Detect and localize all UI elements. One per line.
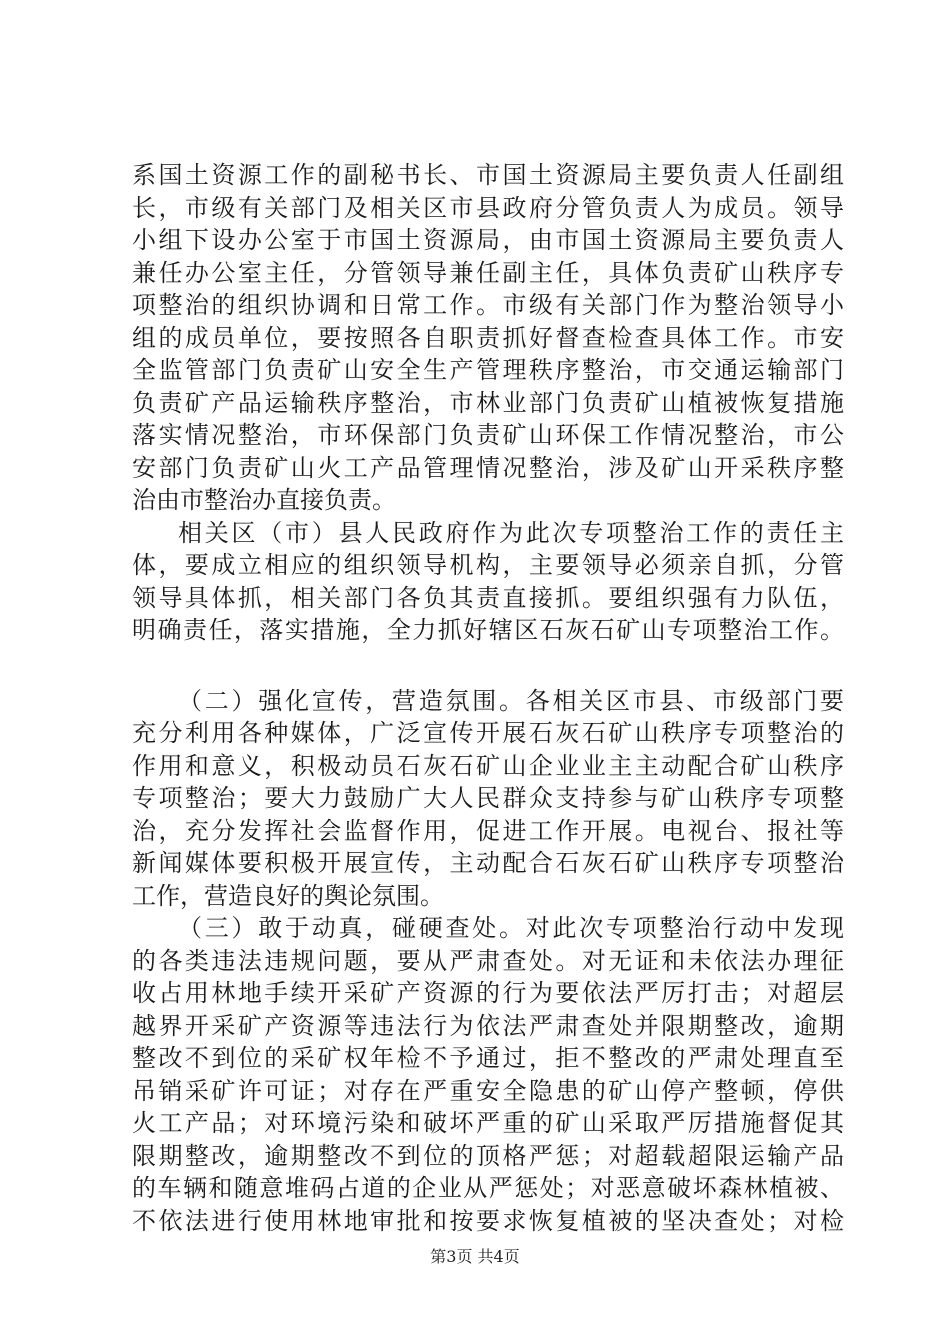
text-line: 系国土资源工作的副秘书长、市国土资源局主要负责人任副组 [132,161,844,189]
text-line: 整改不到位的采矿权年检不予通过，拒不整改的严肃处理直至 [132,1044,844,1072]
document-body [132,159,844,1237]
text-line: 组的成员单位，要按照各自职责抓好督查检查具体工作。市安 [132,323,844,352]
text-line: 全监管部门负责矿山安全生产管理秩序整治，市交通运输部门 [132,356,844,384]
text-line: 落实情况整治，市环保部门负责矿山环保工作情况整治，市公 [132,421,844,449]
text-line: 新闻媒体要积极开展宣传，主动配合石灰石矿山秩序专项整治 [132,849,844,877]
text-line: 体，要成立相应的组织领导机构，主要领导必须亲自抓，分管 [132,551,844,579]
text-line: 治由市整治办直接负责。 [132,486,396,514]
text-line: 火工产品；对环境污染和破坏严重的矿山采取严厉措施督促其 [132,1109,844,1137]
text-line: 负责矿产品运输秩序整治，市林业部门负责矿山植被恢复措施 [132,388,844,417]
text-line: 的车辆和随意堆码占道的企业从严惩处；对恶意破坏森林植被、 [132,1174,844,1202]
text-line: 的各类违法违规问题，要从严肃查处。对无证和未依法办理征 [132,946,844,975]
paragraph-2 [132,517,844,647]
text-line: 充分利用各种媒体，广泛宣传开展石灰石矿山秩序专项整治的 [132,719,844,747]
text-line: 限期整改，逾期整改不到位的顶格严惩；对超载超限运输产品 [132,1141,844,1170]
text-line: 兼任办公室主任，分管领导兼任副主任，具体负责矿山秩序专 [132,258,844,287]
text-line: 收占用林地手续开采矿产资源的行为要依法严厉打击；对超层 [132,979,844,1007]
paragraph-4 [132,912,844,1237]
text-line: （三）敢于动真，碰硬查处。对此次专项整治行动中发现 [178,914,844,942]
text-line: 明确责任，落实措施，全力抓好辖区石灰石矿山专项整治工作。 [132,616,844,644]
text-line: 安部门负责矿山火工产品管理情况整治，涉及矿山开采秩序整 [132,453,844,482]
text-line: 工作，营造良好的舆论氛围。 [132,881,444,910]
text-line: 长，市级有关部门及相关区市县政府分管负责人为成员。领导 [132,193,844,222]
text-line: 领导具体抓，相关部门各负其责直接抓。要组织强有力队伍， [132,583,844,612]
text-line: 治，充分发挥社会监督作用，促进工作开展。电视台、报社等 [132,816,844,845]
paragraph-1 [132,159,844,517]
text-line: 作用和意义，积极动员石灰石矿山企业业主主动配合矿山秩序 [132,751,844,780]
text-line: 相关区（市）县人民政府作为此次专项整治工作的责任主 [178,518,844,547]
text-line: 吊销采矿许可证；对存在严重安全隐患的矿山停产整顿，停供 [132,1076,844,1105]
text-line: 越界开采矿产资源等违法行为依法严肃查处并限期整改，逾期 [132,1011,844,1040]
text-line: 小组下设办公室于市国土资源局，由市国土资源局主要负责人 [132,226,844,254]
text-line: 专项整治；要大力鼓励广大人民群众支持参与矿山秩序专项整 [132,784,844,812]
paragraph-spacer [132,647,844,685]
paragraph-3 [132,685,844,913]
page-footer: 第3页 共4页 [430,1247,520,1266]
text-line: 项整治的组织协调和日常工作。市级有关部门作为整治领导小 [132,291,844,319]
text-line: （二）强化宣传，营造氛围。各相关区市县、市级部门要 [178,686,844,715]
text-line: 不依法进行使用林地审批和按要求恢复植被的坚决查处；对检 [132,1206,844,1235]
